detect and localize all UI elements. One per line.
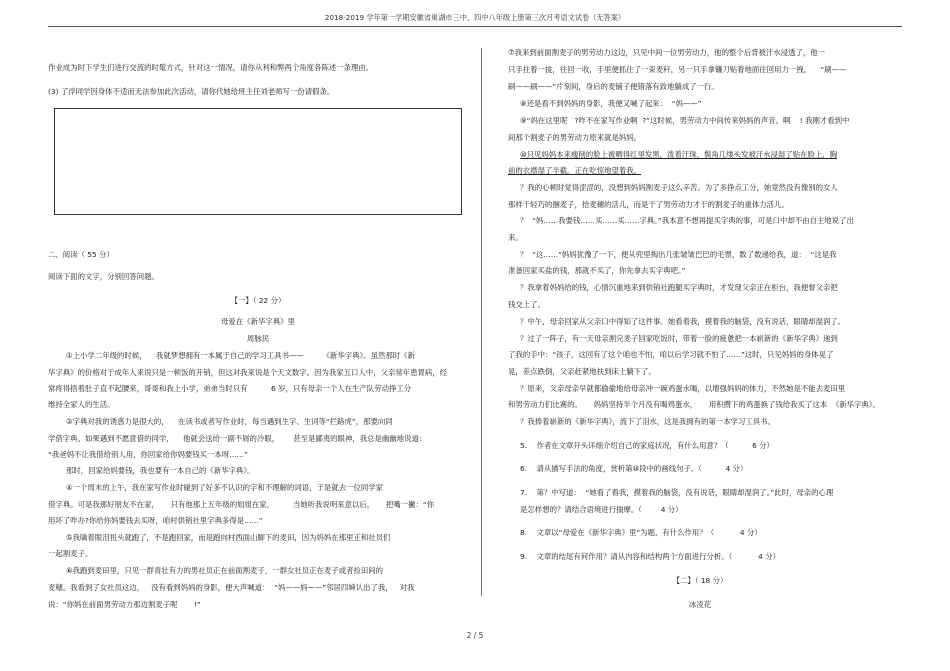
question-7-cont: 是怎样想的？请结合语境进行揣摩。（ 4 分） [520, 505, 683, 514]
right-line: 来。 [508, 233, 523, 242]
underlined-sentence: 前的衣襟湿了半截。正在吃惊地望着我。 [508, 166, 642, 175]
passage-title: 冰凌花 [688, 600, 712, 609]
right-line: ⑧还是看不到妈妈的身影，我便又喊了起来： “妈——” [520, 99, 702, 108]
right-line: 晃，差点跌倒，父亲赶紧地扶到床上躺下了。 [508, 367, 656, 376]
left-line: 说：“你妈在前面男劳动力那边割麦子呢 !” [48, 600, 201, 609]
right-line: ？我拿着妈妈给的钱，心情沉重地来到供销社跑腿买字典时，才发现父亲正在柜台，我便督父亲把 [520, 283, 838, 292]
right-line: 钱交上了。 [508, 300, 545, 309]
question-5: 5. 作者在文章开头详细介绍自己的家庭状况，有什么用意？（ 6 分） [520, 441, 774, 450]
question-7: 7. 第？中写道： “她看了看我，摸着我的脑袋，没有说话，眼睛却湿润了。”此时，母亲的心理 [520, 488, 834, 497]
right-line: ？原来，父亲母亲早就都偷偷地给母亲冲一碗鸡蛋水喝，以增强妈妈的体力，不然她是不能去麦田里 [520, 384, 846, 393]
left-line: 一起割麦子。 [48, 549, 93, 558]
left-line: 借字典。可是我那好朋友不在家， 只有他那上五年级的姐姐在家， 当她听我说明来意以后， 把嘴一撇：“你 [48, 500, 435, 509]
right-line: ⑨“妈在这里呢 ?咋不在家写作业啊 ?”这时候，男劳动力中间传来妈妈的声音。啊 ! 我刚才看到中 [520, 116, 850, 125]
right-line: ？ “这……”妈妈犹豫了一下，便从兜里掏出几张皱皱巴巴的毛票，数了数递给我，道： “这是我 [520, 250, 837, 259]
left-line: ⑤我噙着眼泪扭头就跑了，不是跑回家，而是跑向村西面山脚下的麦田，因为妈妈在那里正和社员们 [66, 533, 391, 542]
left-line: 常疼得捂着肚子直不起腰来，哥哥和我上小学，弟弟当时只有 6 岁，只有母亲一个人在生产队劳动挣工分 [48, 384, 412, 393]
right-line: 和男劳动力们比赛的。 妈妈坚持半个月没有喝鸡蛋水， 用积攒下的鸡蛋换了钱给我买了这本 《新华字典》。 [508, 400, 880, 409]
left-line: ②字典对我的诱惑力是很大的， 在读书或者写作业时，每当遇到生字、生词等“拦路虎”，那要向同 [66, 417, 393, 426]
left-line: 作业成为时下学生们进行交流的时髦方式，针对这一情况，请你从利和弊两个角度各陈述一条理由。 [48, 63, 374, 72]
left-line: ⑥我跑到麦田里，只见一群青壮有力的男社员正在前面割麦子，一群女社员正在麦子或者捡田间的 [66, 566, 384, 575]
right-line: 间那个割麦子的男劳动力原来就是妈妈。 [508, 133, 642, 142]
section-heading: 二、阅读（ 55 分） [48, 250, 114, 259]
question-8: 8. 文章以“母爱在《新华字典》里”为题，有什么作用？（ 4 分） [520, 528, 762, 537]
right-line: 了我的手中：“孩子，这回有了这个咱也不怕，咱以后学习就不怕了……”这时，只见妈妈的身体晃了 [508, 350, 834, 359]
passage-label: 【二】（ 18 分） [672, 576, 728, 585]
left-line: 那时，回家给妈要钱，我也要有一本自己的《新华字典》。 [66, 466, 255, 475]
left-line: 阅读下面的文字，分别回答问题。 [48, 272, 159, 281]
passage-author: 周脉民 [246, 334, 270, 343]
right-line: ？中午，母亲回家从父亲口中得知了这件事。她看着我，摸着我的脑袋，没有说话，眼睛却湿润了。 [520, 317, 846, 326]
right-line: ⑦我来到前面割麦子的男劳动力这边，只见中间一位男劳动力，他的整个后背被汗水浸透了，他一 [508, 48, 826, 57]
right-line: ？我的心顿时觉得涩涩的，没想到妈妈割麦子这么辛苦。为了多挣点工分，她竟然没有像别的女人 [520, 183, 838, 192]
page-header: 2018-2019 学年第一学期安徽省巢湖市三中、四中八年级上册第三次月考语文试卷（无答案） [324, 13, 626, 22]
underlined-sentence: ⑩只见妈妈本来瘦削的脸上被晒得红里发黑，泼着汗珠，鬓角几缕头发被汗水浸湿了贴在脸上，胸 [520, 150, 838, 159]
question-6: 6. 请从描写手法的角度，赏析第⑩段中的画线句子。（ 4 分） [520, 464, 748, 473]
left-line: “我爸妈不让我借给别人用，你回家给你妈要钱买一本呀……” [48, 450, 248, 459]
right-line: ？我捧着崭新的《新华字典》，流下了泪水，这是我拥有的第一本学习工具书。 [520, 417, 775, 426]
left-line: ④一个周末的上午，我在家写作业时碰到了好多不认识的字和不理解的词语，于是就去一位同学家 [66, 483, 384, 492]
question-9: 9. 文章的结尾有何作用？请从内容和结构两个方面进行分析。（ 4 分） [520, 552, 780, 561]
left-line: ①上小学二年级的时候， 我就梦想拥有一本属于自己的学习工具书—— 《新华字典》。虽然那时《新 [66, 351, 415, 360]
right-line: 准备回家买盐的钱，那就不买了，你先拿去买字典吧。” [508, 266, 686, 275]
right-line: ？过了一阵子，有一天母亲割完麦子回家吃饭时，带着一脸的疲惫把一本崭新的《新华字典》递到 [520, 334, 838, 343]
right-line: 只手拄着一拢，往回一收，手里便抓住了一束麦秆，另一只手拿镰刀贴着地面往回用力一拽， “刷—— [508, 65, 847, 74]
right-line: 那样干轻巧的捆麦子，拾麦穗的活儿，而是干了男劳动力才干的割麦子的重体力活儿。 [508, 200, 789, 209]
left-line: (3) 了浮同学因身体不适而无法参加此次活动，请你代她给班主任刘老师写一份请假条。 [48, 87, 335, 96]
left-line: 用坏了咋办?你给你妈要钱去买呀，咱村供销社里字典多得是……” [48, 516, 263, 525]
answer-box[interactable] [54, 108, 462, 215]
left-line: 维持全家人的生活。 [48, 400, 115, 409]
header-rule [48, 26, 902, 27]
left-line: 学借字典。如果遇到不愿意借的同学， 他就会送给一副不屑的冷眼， 甚至是鄙夷的眼神，我总是幽幽地说道： [48, 434, 427, 443]
right-line: 刷——刷——”片刻间，身后的麦铺子便错落有致地躺成了一行。 [508, 82, 719, 91]
left-line: 华字典》的价格对于成年人来说只是一顿饭的开销，但这对我来说是个天文数字。因为我家五口人中，父亲常年患胃病，经 [48, 368, 448, 377]
column-divider [481, 48, 482, 596]
passage-title: 母爱在《新华字典》里 [221, 317, 295, 326]
passage-label: 【一】（ 22 分） [230, 296, 286, 305]
page-number: 2 / 5 [466, 631, 484, 640]
right-line: ？ “妈……我要钱……买……买……字典。”我本意不想再提买字典的事，可是口中却不由自主地说了出 [520, 216, 854, 225]
left-line: 麦穗。我看到了女社员这边， 没有看到妈妈的身影，便大声喊道： “妈——妈——”邻居四婶认出了我， 对我 [48, 583, 415, 592]
